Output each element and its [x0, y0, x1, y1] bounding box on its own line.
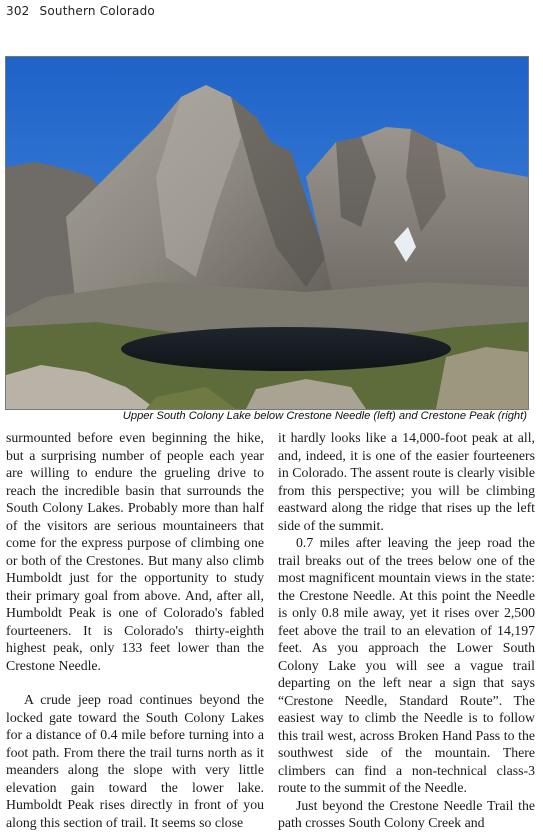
text-column-right — [278, 429, 535, 832]
paragraph: 0.7 miles after leaving the jeep road the trail breaks out of the trees below one of the most magnificent mountain views in the state: the Crestone Needle. At this point the Needle is only 0.8 mile away, yet it rises over 2,500 feet above the trail to an elevation of 14,197 feet. As you approach the Lower South Colony Lake you will see a vague trail departing on the left near a sign that says “Crestone Needle, Standard Route”. The easiest way to climb the Needle is to follow this trail west, across Broken Hand Pass to the southwest side of the mountain. There climbers can find a non-technical class-3 route to the summit of the Needle. — [278, 535, 535, 795]
running-header — [6, 4, 155, 18]
section-title: Southern Colorado — [39, 4, 155, 18]
page-number: 302 — [6, 4, 30, 18]
paragraph: it hardly looks like a 14,000-foot peak at all, and, indeed, it is one of the easier fourteeners in Colorado. The assent route is clearly visible from this perspective; you will be climbing eastward along the ridge that rises up the left side of the summit. — [278, 430, 535, 533]
photo-illustration — [6, 57, 528, 409]
photo-caption: Upper South Colony Lake below Crestone Needle (left) and Crestone Peak (right) — [122, 410, 527, 422]
mountain-lake-photo — [5, 56, 529, 410]
paragraph: Just beyond the Crestone Needle Trail the path crosses South Colony Creek and — [278, 797, 535, 830]
paragraph: A crude jeep road continues beyond the locked gate toward the South Colony Lakes for a distance of 0.4 mile before turning into a foot path. From there the trail turns north as it meanders along the slope with very little elevation gain toward the lower lake. Humboldt Peak rises directly in front of you along this section of trail. It seems so close — [6, 692, 264, 830]
text-column-left — [6, 429, 264, 831]
paragraph: surmounted before even beginning the hike, but a surprising number of people each year are willing to endure the grueling drive to reach the incredible basin that surrounds the South Colony Lakes. Probably more than half of the visitors are serious mountaineers that come for the express purpose of climbing one or both of the Crestones. But many also climb Humboldt just for the opportunity to study their primary goal from above. And, after all, Humboldt Peak is one of Colorado's fabled fourteeners. It is Colorado's thirty-eighth highest peak, only 133 feet lower than the Crestone Needle. — [6, 430, 264, 673]
